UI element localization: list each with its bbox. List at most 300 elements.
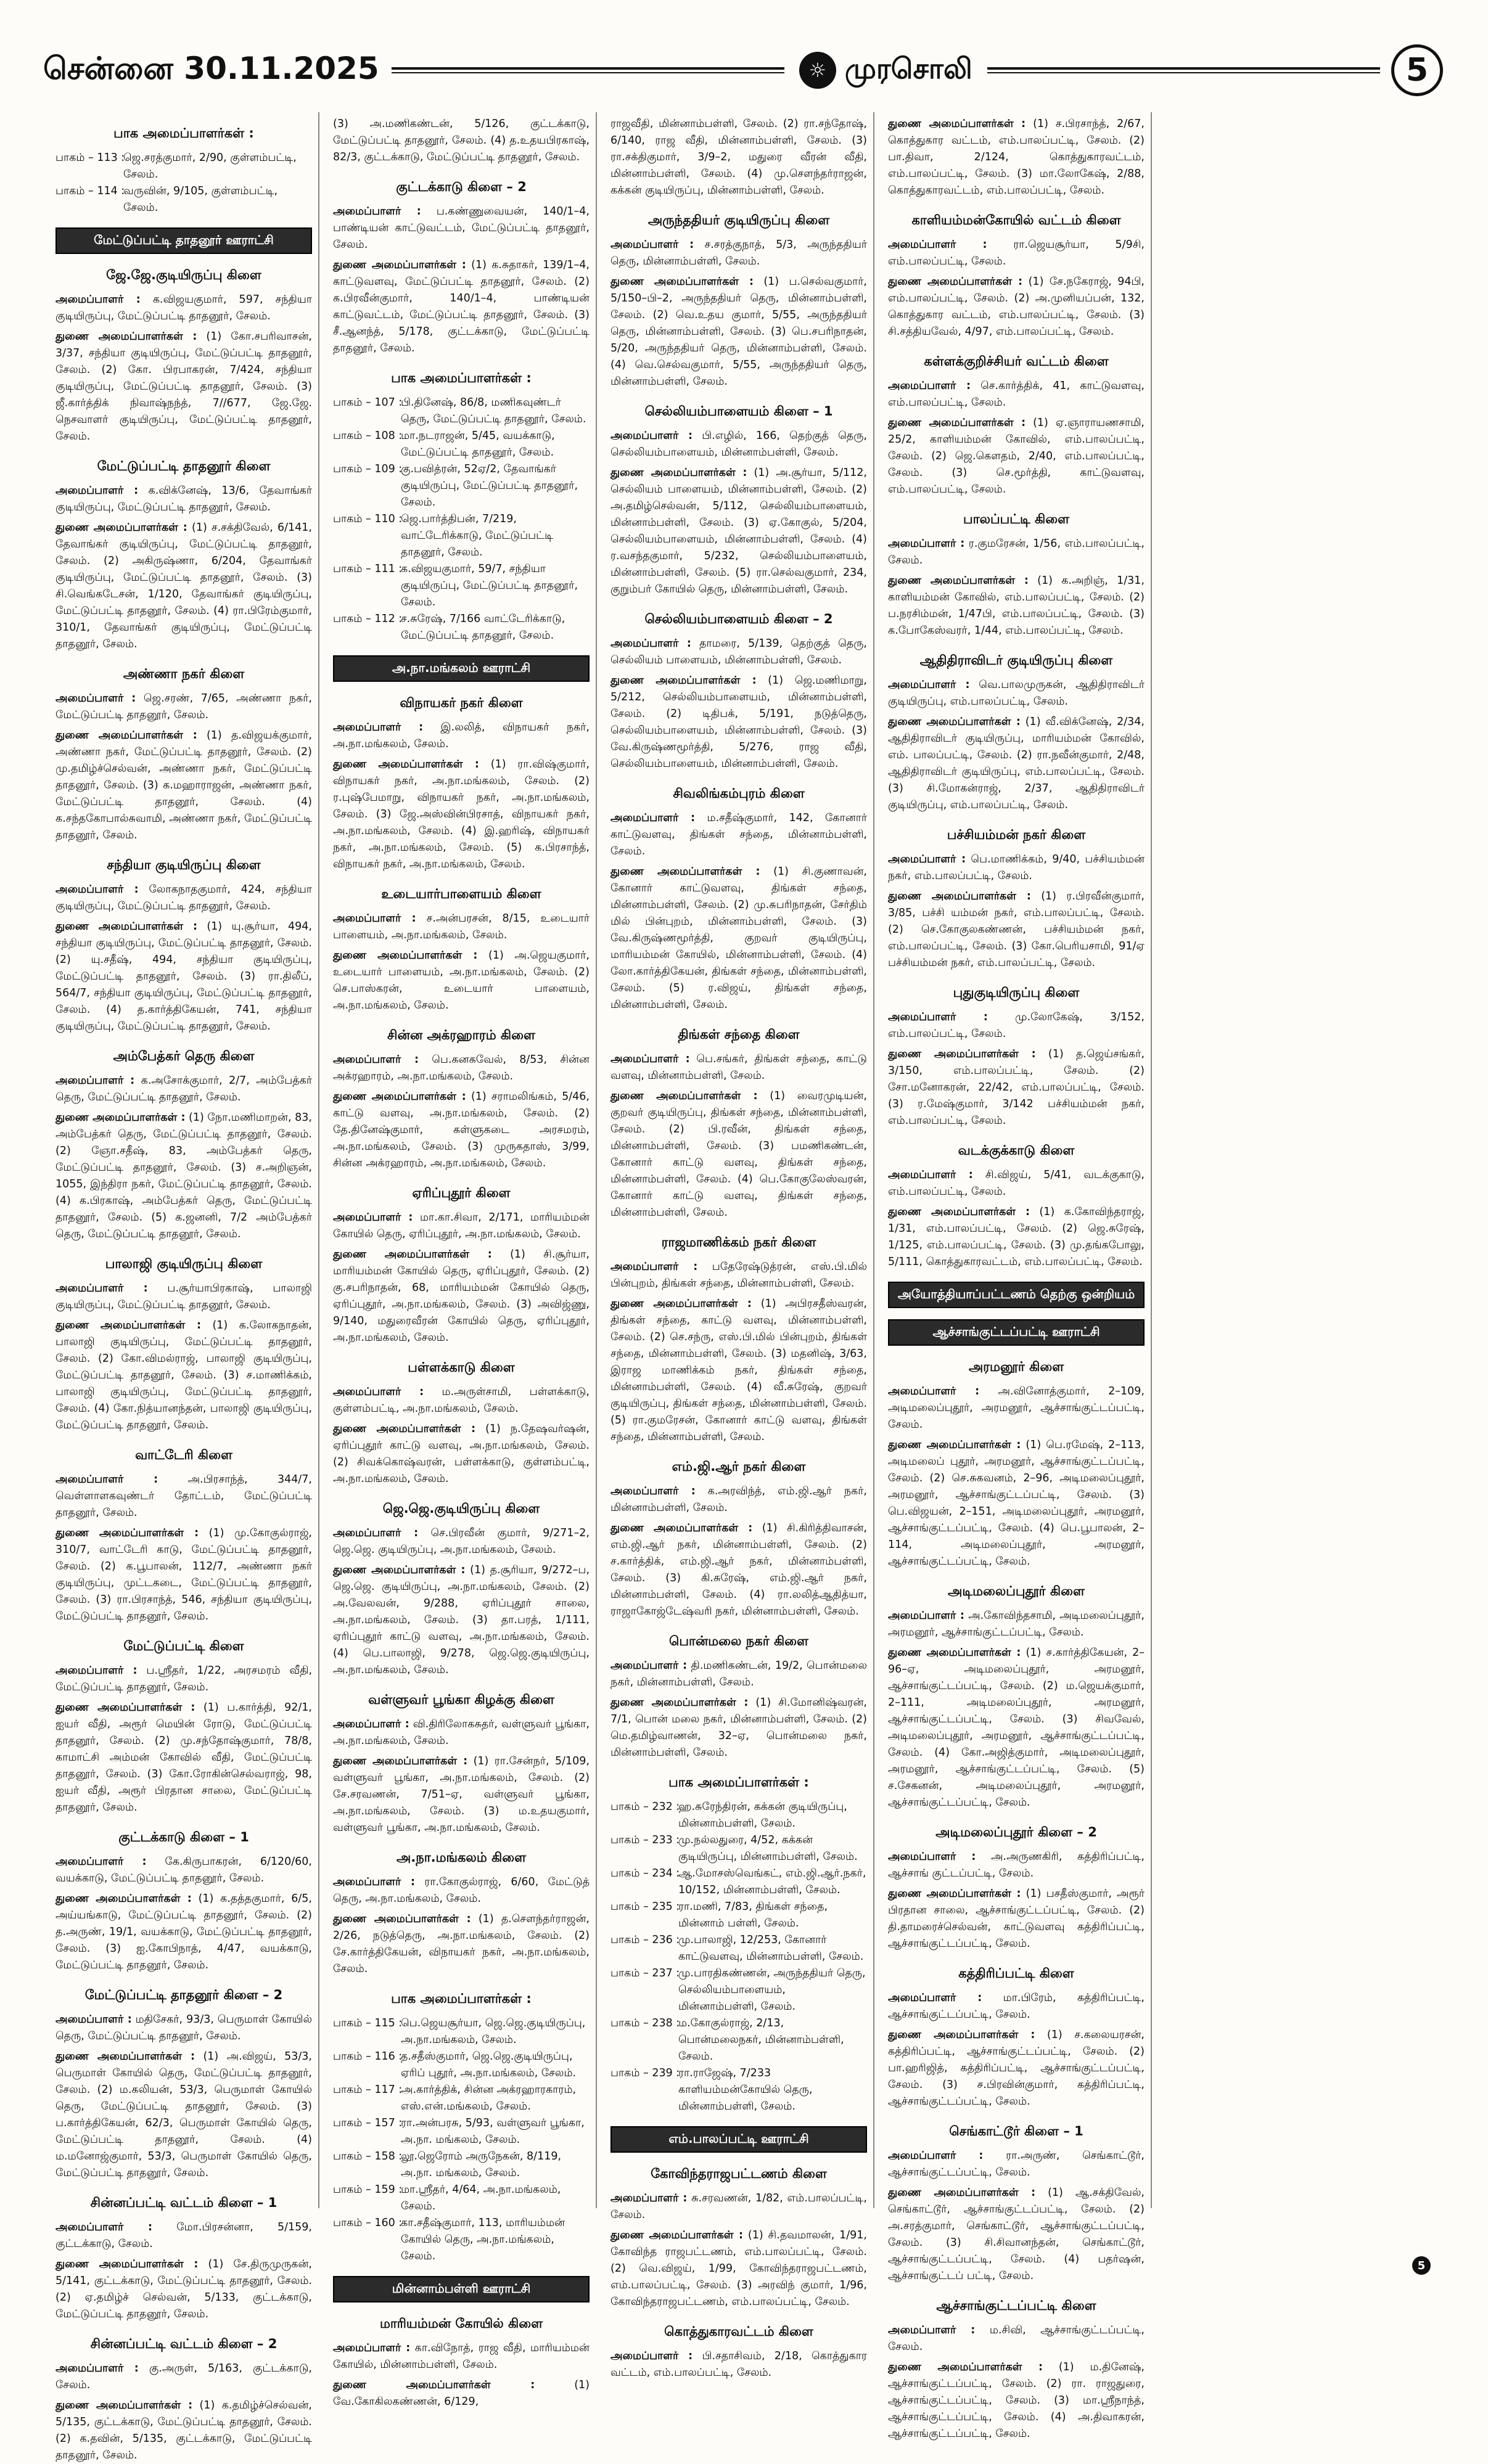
member-entry — [888, 237, 1145, 270]
booth-row — [610, 2015, 867, 2065]
member-entry — [610, 636, 867, 669]
booth-incharge: ச.சுரேஷ், 7/166 வாட்டேரிக்காடு, மேட்டுப்பட்டி தாதனூர், சேலம். — [401, 613, 565, 642]
member-entry — [55, 483, 312, 516]
section-heading: உடையார்பாளையம் கிளை — [381, 886, 541, 901]
role-label: துணை அமைப்பாளர்கள் : — [888, 417, 1026, 429]
section-heading: மாரியம்மன் கோயில் கிளை — [379, 2316, 543, 2331]
member-details: பி.சதாசிவம், 2/18, கொத்துகார வட்டம், எம்.பாலப்பட்டி, சேலம். — [610, 2350, 867, 2379]
member-entry — [888, 2322, 1145, 2356]
booth-number: பாகம் – 234 : — [610, 1867, 680, 1880]
member-entry — [55, 919, 312, 1035]
member-entry — [610, 1695, 867, 1761]
role-label: துணை அமைப்பாளர்கள் : — [888, 1206, 1030, 1218]
role-label: அமைப்பாளர் : — [888, 1169, 973, 1181]
member-details: (1) த.சூரியா, 9/272–ப, ஜெ.ஜெ. குடியிருப்பு, அ.நா.மங்கலம், சேலம். (2) அ.வேலவன், 9/288, ஏரிப்புதூர் சாலை, அ.நா.மங்கலம், சேலம். (3) தா.பரத், 1/111, ஏரிப்புதூர் காட்டு வளவு, அ.நா.மங்கலம், சேலம். (4) பெ.பாலாஜி, 9/278, ஜெ.ஜெ.குடியிருப்பு, அ.நா.மங்கலம், சேலம். — [333, 1564, 590, 1676]
section-heading: காளியம்மன்கோயில் வட்டம் கிளை — [911, 213, 1121, 227]
role-label: துணை அமைப்பாளர்கள் : — [55, 1111, 186, 1124]
booth-incharge: கு.பவித்ரன், 52ஏ/2, தேவாங்கர் குடியிருப்பு, மேட்டுப்பட்டி தாதனூர், சேலம். — [401, 463, 578, 509]
member-entry — [333, 1421, 590, 1488]
member-entry — [55, 1110, 312, 1243]
booth-row — [333, 561, 590, 611]
booth-incharge: பெ.ஜெயசூர்யா, ஜெ.ஜெ.குடியிருப்பு, அ.நா.மங்கலம், சேலம். — [401, 2017, 586, 2046]
member-entry — [610, 864, 867, 1013]
member-details: (1) ஆ.சக்திவேல், செங்காட்டூர், ஆச்சாங்குட்டப்பட்டி, சேலம். (2) அ.சரத்குமார், செங்காட்டூர், ஆச்சாங்குட்டப்பட்டி, சேலம். (3) சி.சிவானந்தன், செங்காட்டூர், ஆச்சாங்குட்டப்பட்டி, சேலம். (4) பதர்ஷன், ஆச்சாங்குட்டப் பட்டி, சேலம். — [888, 2187, 1145, 2282]
member-entry — [888, 2148, 1145, 2181]
member-details: கே.கிருபாகரன், 6/120/60, வயக்காடு, மேட்டுப்பட்டி தாதனூர், சேலம். — [55, 1856, 312, 1885]
member-details: பெ.சங்கர், திங்கள் சந்தை, காட்டு வளவு, மின்னாம்பள்ளி, சேலம். — [610, 1053, 867, 1082]
role-label: துணை அமைப்பாளர்கள் : — [55, 330, 197, 343]
member-entry — [888, 2185, 1145, 2285]
member-details: செ.பிரவீன் குமார், 9/271–2, ஜெ.ஜெ. குடியிருப்பு, அ.நா.மங்கலம், சேலம். — [333, 1527, 590, 1556]
booth-incharge: ஆ.மோசஸ்வெங்கட், எம்.ஜி.ஆர்.நகர், 10/152, மின்னாம்பள்ளி, சேலம். — [678, 1867, 866, 1896]
member-entry — [610, 116, 867, 199]
section-heading: கள்ளக்குறிச்சியர் வட்டம் கிளை — [924, 354, 1109, 369]
booth-incharge: க.விஜயகுமார், 59/7, சந்தியா குடியிருப்பு, மேட்டுப்பட்டி தாதனூர், சேலம். — [401, 563, 578, 608]
member-details: பி.எழில், 166, தெற்குத் தெரு, செல்லியம்பாளையம், மின்னாம்பள்ளி, சேலம். — [610, 430, 867, 459]
role-label: துணை அமைப்பாளர்கள் : — [55, 1527, 199, 1539]
role-label: அமைப்பாளர் : — [55, 2362, 139, 2375]
role-label: துணை அமைப்பாளர்கள் : — [610, 1298, 752, 1310]
role-label: அமைப்பாளர் : — [55, 1074, 135, 1087]
member-entry — [333, 1384, 590, 1417]
member-details: தி.மணிகண்டன், 19/2, பொன்மலை நகர், மின்னாம்பள்ளி, சேலம். — [610, 1660, 867, 1688]
section-heading: பச்சியம்மன் நகர் கிளை — [947, 827, 1086, 842]
member-details: (1) பெ.ரமேஷ், 2–113, அடிமலைப் புதூர், அரமனூர், ஆச்சாங்குட்டப்பட்டி, சேலம். (2) செ.சுகவனம், 2–96, அடிமலைப்புதூர், அரமனூர், ஆச்சாங்குட்டப்பட்டி, சேலம். (3) பெ.விஜயன், 2–151, அடிமலைப்புதூர், அரமனூர், ஆச்சாங்குட்டப்பட்டி, சேலம். (4) பெ.பூபாலன், 2–114, அடிமலைப்புதூர், அரமனூர், ஆச்சாங்குட்டப்பட்டி, சேலம். — [888, 1439, 1145, 1568]
role-label: அமைப்பாளர் : — [55, 485, 139, 497]
booth-incharge: மு.பாலாஜி, 12/253, கோனார் காட்டுவளவு, மின்னாம்பள்ளி, சேலம். — [678, 1934, 864, 1963]
role-label: அமைப்பாளர் : — [333, 2342, 411, 2354]
panchayat-banner: அ.நா.மங்கலம் ஊராட்சி — [333, 655, 590, 682]
role-label: துணை அமைப்பாளர்கள் : — [333, 949, 478, 962]
member-details: வெ.பாலமுருகன், ஆதிதிராவிடர் குடியிருப்பு, எம்.பாலப்பட்டி, சேலம். — [888, 679, 1145, 708]
booth-row — [610, 1965, 867, 2015]
member-entry — [888, 888, 1145, 972]
role-label: துணை அமைப்பாளர்கள் : — [55, 920, 197, 933]
section-heading: சிவலிங்கம்புரம் கிளை — [673, 786, 805, 801]
booth-row — [55, 183, 312, 216]
member-details: (1) நோ.மணிமாறன், 83, அம்பேத்கர் தெரு, மேட்டுப்பட்டி தாதனூர், சேலம். (2) ஞோ.சதீஷ், 83, அம்பேத்கர் தெரு, மேட்டுப்பட்டி தாதனூர், சேலம். (3) ச.அறிஞன், 1055, இந்திரா நகர், மேட்டுப்பட்டி தாதனூர், சேலம். (4) க.பிரகாஷ், அம்பேத்கர் தெரு, மேட்டுப்பட்டி தாதனூர், சேலம். (5) க.ஜனனி, 7/2 அம்பேத்கர் தெரு, மேட்டுப்பட்டி தாதனூர், சேலம். — [55, 1111, 312, 1240]
panchayat-banner: மின்னாம்பள்ளி ஊராட்சி — [333, 2276, 590, 2302]
booth-row — [333, 2115, 590, 2148]
member-details: (1) ப.கார்த்தி, 92/1, ஐயர் வீதி, அரூர் மெயின் ரோடு, மேட்டுப்பட்டி தாதனூர், சேலம். (2) மு.சந்தோஷ்குமார், 78/8, காமாட்சி அம்மன் கோவில் வீதி, மேட்டுப்பட்டி தாதனூர், சேலம். (3) கோ.ரோகின்செல்வராஜ், 98, ஐயர் வீதி, அரூர் பிரதான சாலை, மேட்டுப்பட்டி தாதனூர், சேலம். — [55, 1701, 312, 1814]
member-entry — [610, 465, 867, 598]
role-label: துணை அமைப்பாளர்கள் : — [55, 2399, 193, 2412]
booth-row — [333, 461, 590, 511]
member-entry — [888, 1990, 1145, 2023]
member-entry — [888, 378, 1145, 411]
section-heading: ஜே.ஜே.குடியிருப்பு கிளை — [106, 268, 261, 282]
section-heading: மேட்டுப்பட்டி தாதனூர் கிளை — [97, 459, 271, 473]
member-details: (1) சே.திருமுருகன், 5/141, குட்டக்காடு, மேட்டுப்பட்டி தாதனூர், சேலம். (2) ஏ.தமிழ்ச் செல்வன், 5/133, குட்டக்காடு, மேட்டுப்பட்டி தாதனூர், சேலம். — [55, 2258, 312, 2320]
member-details: (1) சே.நகேராஜ், 94பி, எம்.பாலப்பட்டி, சேலம். (2) அ.முனியப்பன், 132, கொத்துகார வட்டம், எம்.பாலப்பட்டி, சேலம். (3) சி.சத்தியவேல், 4/97, எம்.பாலப்பட்டி, சேலம். — [888, 276, 1145, 338]
member-details: (1) ரா.சேன்நர், 5/109, வள்ளுவர் பூங்கா, அ.நா.மங்கலம், சேலம். (2) சே.சரவணன், 7/51–ஏ, வள்ளுவர் பூங்கா, அ.நா.மங்கலம், சேலம். (3) ம.உதயகுமார், வள்ளுவர் பூங்கா, அ.நா.மங்கலம், சேலம். — [333, 1755, 590, 1834]
member-entry — [55, 1891, 312, 1974]
member-details: (1) மு.கோகுல்ராஜ், 310/7, வாட்டேரி காடு, மேட்டுப்பட்டி தாதனூர், சேலம். (2) க.பூபாலன், 112/7, அண்ணா நகர் குடியிருப்பு, முட்டகடை, மேட்டுப்பட்டி தாதனூர், சேலம். (3) ரா.பிரசாந்த், 546, சந்தியா குடியிருப்பு, மேட்டுப்பட்டி தாதனூர், சேலம். — [55, 1527, 312, 1623]
member-entry — [55, 2049, 312, 2182]
role-label: அமைப்பாளர் : — [888, 1011, 988, 1023]
booth-row — [55, 150, 312, 183]
booth-incharge: மு.நல்லதுரை, 4/52, கக்கன் குடியிருப்பு, மின்னாம்பள்ளி, சேலம். — [678, 1834, 858, 1863]
member-details: (1) ஏ.ஞாராயணசாமி, 25/2, காளியம்மன் கோவில், எம்.பாலப்பட்டி, சேலம். (2) ஜெ.கௌதம், 2/40, எம்.பாலப்பட்டி, சேலம். (3) செ.மூர்த்தி, காட்டுவளவு, எம்.பாலப்பட்டி, சேலம். — [888, 417, 1145, 496]
member-details: (1) அ.ஜெயகுமார், உடையார் பாளையம், அ.நா.மங்கலம், சேலம். (2) செ.பாஸ்கரன், உடையார் பாளையம், அ.நா.மங்கலம், சேலம். — [333, 949, 590, 1012]
booth-row — [333, 611, 590, 644]
role-label: அமைப்பாளர் : — [888, 853, 966, 866]
role-label: துணை அமைப்பாளர்கள் : — [888, 1048, 1036, 1060]
member-entry — [610, 2190, 867, 2224]
member-details: (1) சி.தவமாலன், 1/91, கோவிந்த ராஜபட்டணம், எம்.பாலப்பட்டி, சேலம். (2) வெ.விஜய், 1/99, கோவிந்தராஜபட்டணம், எம்.பாலப்பட்டி, சேலம். (3) அரவிந் குமார், 1/96, கோவிந்தராஜபட்டணம், எம்.பாலப்பட்டி, சேலம். — [610, 2229, 867, 2308]
member-details: (1) ச.சக்திவேல், 6/141, தேவாங்கர் குடியிருப்பு, மேட்டுப்பட்டி தாதனூர், சேலம். (2) அகிருஷ்ணா, 6/204, தேவாங்கர் குடியிருப்பு, மேட்டுப்பட்டி தாதனூர், சேலம். (3) சி.வெங்கடேசன், 1/120, தேவாங்கர் குடியிருப்பு, மேட்டுப்பட்டி தாதனூர், சேலம். (4) ரா.பிரேம்குமார், 310/1, தேவாங்கர் குடியிருப்பு, மேட்டுப்பட்டி தாதனூர், சேலம். — [55, 522, 312, 650]
section-heading: பாக அமைப்பாளர்கள் : — [113, 126, 254, 141]
member-details: (1) அ.விஜய், 53/3, பெருமாள் கோயில் தெரு, மேட்டுப்பட்டி தாதனூர், சேலம். (2) ம.கலியன், 53/3, பெருமாள் கோயில் தெரு, மேட்டுப்பட்டி தாதனூர், சேலம். (3) ப.கார்த்திகேயன், 62/3, பெருமாள் கோயில் தெரு, மேட்டுப்பட்டி தாதனூர், சேலம். (4) ம.மனோஜ்குமார், 53/3, பெருமாள் கோயில் தெரு, மேட்டுப்பட்டி தாதனூர், சேலம். — [55, 2050, 312, 2179]
role-label: அமைப்பாளர் : — [333, 721, 424, 734]
member-entry — [333, 1525, 590, 1558]
page-number-badge: 5 — [1391, 44, 1443, 96]
role-label: அமைப்பாளர் : — [888, 538, 965, 550]
section-heading: பாலாஜி குடியிருப்பு கிளை — [105, 1256, 263, 1271]
role-label: துணை அமைப்பாளர்கள் : — [333, 1423, 476, 1435]
role-label: அமைப்பாளர் : — [610, 1660, 688, 1672]
member-details: ஜெ.சரண், 7/65, அண்ணா நகர், மேட்டுப்பட்டி தாதனூர், சேலம். — [55, 692, 312, 721]
member-entry — [333, 1209, 590, 1243]
member-entry — [610, 274, 867, 390]
member-entry — [888, 116, 1145, 199]
member-entry — [55, 1700, 312, 1816]
member-entry — [888, 1046, 1145, 1129]
member-entry — [888, 2027, 1145, 2110]
member-details: ம.சிவி, ஆச்சாங்குட்டப்பட்டி, சேலம். — [888, 2324, 1145, 2353]
role-label: துணை அமைப்பாளர்கள் : — [610, 1090, 758, 1102]
role-label: அமைப்பாளர் : — [610, 239, 694, 251]
member-entry — [55, 2219, 312, 2253]
column-2 — [333, 112, 597, 2408]
role-label: அமைப்பாளர் : — [333, 912, 416, 925]
section-heading: செல்லியம்பாளையம் கிளை – 1 — [644, 404, 833, 419]
role-label: துணை அமைப்பாளர்கள் : — [55, 729, 197, 742]
logo-text: முரசொலி — [844, 51, 972, 85]
role-label: துணை அமைப்பாளர்கள் : — [888, 118, 1026, 130]
member-details: ராஜவீதி, மின்னாம்பள்ளி, சேலம். (2) ரா.சந்தோஷ், 6/140, ராஜ வீதி, மின்னாம்பள்ளி, சேலம். (3) ரா.சக்திகுமார், 3/9–2, மதுரை வீரன் வீதி, மின்னாம்பள்ளி, சேலம். (4) மு.செளந்தர்ராஜன், கக்கன் குடியிருப்பு, மின்னாம்பள்ளி, சேலம். — [610, 118, 867, 197]
member-details: (1) ச.கார்த்திகேயன், 2–96–ஏ, அடிமலைப்புதூர், அரமனூர், ஆச்சாங்குட்டப்பட்டி, சேலம். (2) ம.ஜெயக்குமார், 2–111, அடிமலைப்புதூர், அரமனூர், ஆச்சாங்குட்டப்பட்டி, சேலம். (3) சிவவேல், அடிமலைப்புதூர், அரமனூர், ஆச்சாங்குட்டப்பட்டி, சேலம். (4) கோ.அஜித்குமார், அடிமலைப்புதூர், அரமனூர், ஆச்சாங்குட்டப்பட்டி, சேலம். (5) ச.சேகனன், அடிமலைப்புதூர், அரமனூர், ஆச்சாங்குட்டப்பட்டி, சேலம். — [888, 1647, 1145, 1809]
member-details: ம.அருள்சாமி, பள்ளக்காடு, குள்ளம்பட்டி, அ.நா.மங்கலம், சேலம். — [333, 1386, 590, 1415]
masthead-rule-right — [987, 67, 1380, 73]
role-label: அமைப்பாளர் : — [888, 2150, 984, 2162]
member-details: (3) அ.மணிகண்டன், 5/126, குட்டக்காடு, மேட்டுப்பட்டி தாதனூர், சேலம். (4) த.உதயபிரகாஷ், 82/3, குட்டக்காடு, மேட்டுப்பட்டி தாதனூர், சேலம். — [333, 118, 590, 163]
role-label: துணை அமைப்பாளர்கள் : — [55, 1319, 202, 1332]
section-heading: அரமனூர் கிளை — [968, 1359, 1064, 1374]
section-heading: குட்டக்காடு கிளை – 1 — [118, 1830, 249, 1844]
member-details: (1) வைரமுடியன், குறவர் குடியிருப்பு, திங்கள் சந்தை, மின்னாம்பள்ளி, சேலம். (2) பி.ரவீன், திங்கள் சந்தை, மின்னாம்பள்ளி, சேலம். (3) பமணிகண்டன், கோனார் காட்டு வளவு, திங்கள் சந்தை, மின்னாம்பள்ளி, சேலம். (4) பெ.கோகுலேஸ்வரன், கோனார் காட்டு வளவு, திங்கள் சந்தை, மின்னாம்பள்ளி, சேலம். — [610, 1090, 867, 1219]
member-entry — [55, 2397, 312, 2464]
member-entry — [55, 2012, 312, 2045]
role-label: அமைப்பாளர் : — [55, 692, 136, 705]
member-details: க.அரவிந்த், எம்.ஜி.ஆர் நகர், மின்னாம்பள்ளி, சேலம். — [610, 1485, 867, 1514]
section-heading: பொன்மலை நகர் கிளை — [668, 1634, 809, 1648]
role-label: அமைப்பாளர் : — [888, 239, 987, 251]
role-label: துணை அமைப்பாளர்கள் : — [610, 1697, 749, 1709]
member-entry — [55, 520, 312, 653]
role-label: துணை அமைப்பாளர்கள் : — [610, 467, 747, 479]
booth-list — [333, 395, 590, 644]
role-label: அமைப்பாளர் : — [888, 2324, 976, 2336]
member-entry — [888, 1849, 1145, 1882]
member-entry — [888, 1204, 1145, 1271]
member-entry — [333, 756, 590, 873]
role-label: துணை அமைப்பாளர்கள் : — [333, 1755, 468, 1767]
role-label: அமைப்பாளர் : — [55, 1856, 147, 1868]
member-entry — [888, 714, 1145, 814]
role-label: துணை அமைப்பாளர்கள் : — [888, 716, 1021, 728]
section-heading: அருந்ததியர் குடியிருப்பு கிளை — [647, 213, 830, 227]
booth-number: பாகம் – 116 : — [333, 2050, 403, 2063]
booth-number: பாகம் – 157 : — [333, 2117, 403, 2129]
member-details: (1) சி.சூர்யா, மாரியம்மன் கோயில் தெரு, ஏரிப்புதூர், சேலம். (2) கு.சபரிநாதன், 68, மாரியம்மன் கோயில் தெரு, ஏரிப்புதூர், அ.நா.மங்கலம், சேலம். (3) அவிஜ்ணு, 9/140, மதுரைவீரன் கோயில் தெரு, ஏரிப்புதூர், அ.நா.மங்கலம், சேலம். — [333, 1248, 590, 1344]
role-label: அமைப்பாளர் : — [888, 380, 971, 392]
member-details: (1) அபிரசதீஸ்வரன், திங்கள் சந்தை, காட்டு வளவு, மின்னாம்பள்ளி, சேலம். (2) செ.சந்ரு, எஸ்.பி.மில் பின்புறம், திங்கள் சந்தை, மின்னாம்பள்ளி, சேலம். (3) மதனிஷ், 3/63, இராஜ மாணிக்கம் நகர், திங்கள் சந்தை, மின்னாம்பள்ளி, சேலம். (4) வீ.சுரேஷ், குறவர் குடியிருப்பு, திங்கள் சந்தை, மின்னாம்பள்ளி, சேலம். (5) ரா.குமரேசன், கோனார் காட்டு வளவு, திங்கள் சந்தை, மின்னாம்பள்ளி, சேலம். — [610, 1298, 867, 1443]
member-details: இ.லலித், விநாயகர் நகர், அ.நா.மங்கலம், சேலம். — [333, 721, 590, 750]
member-entry — [610, 1520, 867, 1620]
member-details: வி.திரிலோகசுதர், வள்ளுவர் பூங்கா, அ.நா.மங்கலம், சேலம். — [333, 1718, 590, 1747]
member-entry — [55, 690, 312, 724]
role-label: துணை அமைப்பாளர்கள் : — [55, 1893, 192, 1905]
member-details: க.அசோக்குமார், 2/7, அம்பேத்கர் தெரு, மேட்டுப்பட்டி தாதனூர், சேலம். — [55, 1074, 312, 1103]
panchayat-banner: அயோத்தியாப்பட்டணம் தெற்கு ஒன்றியம் — [888, 1282, 1145, 1308]
booth-row — [333, 2148, 590, 2182]
role-label: துணை அமைப்பாளர்கள் : — [333, 1913, 471, 1925]
role-label: அமைப்பாளர் : — [333, 1386, 424, 1398]
panchayat-banner: எம்.பாலப்பட்டி ஊராட்சி — [610, 2126, 867, 2153]
booth-number: பாகம் – 239 : — [610, 2067, 680, 2079]
member-details: (1) ர.பிரவீன்குமார், 3/85, பச்சி யம்மன் நகர், எம்.பாலப்பட்டி, சேலம். (2) செ.கோகுலகண்ணன், பச்சியம்மன் நகர், எம்.பாலப்பட்டி, சேலம். (3) கோ.பெரியசாமி, 91/ஏ பச்சியம்மன் நகர், எம்.பாலப்பட்டி, சேலம். — [888, 890, 1145, 969]
member-entry — [55, 2256, 312, 2323]
member-details: ப.கண்ணுவையன், 140/1–4, பாண்டியன் காட்டுவட்டம், மேட்டுப்பட்டி தாதனூர், சேலம். — [333, 205, 590, 251]
member-entry — [888, 851, 1145, 885]
member-details: பெ.கனகவேல், 8/53, சின்ன அக்ரஹாரம், அ.நா.மங்கலம், சேலம். — [333, 1054, 590, 1083]
role-label: அமைப்பாளர் : — [610, 812, 696, 824]
member-entry — [333, 719, 590, 753]
section-heading: ஆச்சாங்குட்டப்பட்டி கிளை — [936, 2298, 1096, 2313]
section-heading: பாலப்பட்டி கிளை — [963, 512, 1070, 526]
member-details: மு.லோகேஷ், 3/152, எம்.பாலப்பட்டி, சேலம். — [888, 1011, 1145, 1040]
booth-number: பாகம் – 111 : — [333, 563, 403, 575]
member-details: ச.சரத்குநாத், 5/3, அருந்ததியர் தெரு, மின்னாம்பள்ளி, சேலம். — [610, 239, 867, 268]
member-entry — [610, 428, 867, 461]
member-details: (1) பசதீஸ்குமார், அரூர் பிரதான சாலை, ஆச்சாங்குட்டப்பட்டி, சேலம். (2) தி.தாமரைச்செல்வன், காட்டுவளவு கத்திரிப்பட்டி, ஆச்சாங்குட்டப்பட்டி, சேலம். — [888, 1888, 1145, 1950]
section-heading: ஆதிதிராவிடர் குடியிருப்பு கிளை — [919, 653, 1113, 668]
booth-row — [610, 1832, 867, 1865]
member-entry — [333, 116, 590, 166]
role-label: அமைப்பாளர் : — [333, 1527, 419, 1539]
booth-row — [333, 2015, 590, 2049]
member-entry — [333, 1246, 590, 1346]
member-details: (1) சி.மோனிஷ்வரன், 7/1, பொன் மலை நகர், மின்னாம்பள்ளி, சேலம். (2) மெ.தமிழ்வாணன், 32–ஏ, பொன்மலை நகர், மின்னாம்பள்ளி, சேலம். — [610, 1697, 867, 1759]
member-details: (1) க.சுதாகர், 139/1–4, காட்டுவளவு, மேட்டுப்பட்டி தாதனூர், சேலம். (2) க.பிரவீன்குமார், 140/1–4, பாண்டியன் காட்டுவட்டம், மேட்டுப்பட்டி தாதனூர், சேலம். (3) சீ.ஆனந்த், 5/178, குட்டக்காடு, மேட்டுப்பட்டி தாதனூர், சேலம். — [333, 259, 590, 354]
booth-number: பாகம் – 236 : — [610, 1934, 680, 1946]
role-label: அமைப்பாளர் : — [333, 1718, 409, 1730]
member-entry — [55, 292, 312, 325]
role-label: துணை அமைப்பாளர்கள் : — [610, 674, 757, 687]
section-heading: செங்காட்டூர் கிளை – 1 — [949, 2124, 1083, 2139]
booth-number: பாகம் – 108 : — [333, 430, 403, 442]
panchayat-banner: ஆச்சாங்குட்டப்பட்டி ஊராட்சி — [888, 1319, 1145, 1346]
section-heading: விநாயகர் நகர் கிளை — [400, 695, 523, 710]
member-details: அ.பிரசாந்த், 344/7, வெள்ளாளகவுண்டர் தோட்டம், மேட்டுப்பட்டி தாதனூர், சேலம். — [55, 1473, 312, 1519]
booth-incharge: லூ.ஜெரோம் அருநேகன், 8/119, அ.நா. மங்கலம், சேலம். — [401, 2150, 562, 2179]
role-label: அமைப்பாளர் : — [55, 2221, 152, 2233]
booth-list — [55, 150, 312, 216]
section-heading: வடக்குக்காடு கிளை — [958, 1143, 1075, 1158]
role-label: துணை அமைப்பாளர்கள் : — [888, 890, 1031, 903]
booth-number: பாகம் – 235 : — [610, 1901, 680, 1913]
section-heading: சின்னப்பட்டி வட்டம் கிளை – 2 — [90, 2336, 277, 2351]
booth-row — [333, 2182, 590, 2215]
member-details: (1) க.கோவிந்தராஜ், 1/31, எம்.பாலப்பட்டி, சேலம். (2) ஜெ.சுரேஷ், 1/125, எம்.பாலப்பட்டி, சேலம். (3) மு.தங்கபோலு, 5/111, கொத்துகாரவட்டம், எம்.பாலப்பட்டி, சேலம். — [888, 1206, 1145, 1268]
role-label: அமைப்பாளர் : — [888, 1851, 976, 1863]
member-entry — [888, 1009, 1145, 1042]
member-entry — [610, 1088, 867, 1221]
role-label: துணை அமைப்பாளர்கள் : — [888, 1647, 1021, 1659]
member-details: ரா.கோகுல்ராஜ், 6/60, மேட்டுத் தெரு, அ.நா.மங்கலம், சேலம். — [333, 1876, 590, 1905]
role-label: அமைப்பாளர் : — [888, 1992, 982, 2004]
member-entry — [888, 1645, 1145, 1811]
booth-number: பாகம் – 158 : — [333, 2150, 403, 2163]
booth-row — [333, 395, 590, 428]
booth-row — [333, 2215, 590, 2265]
role-label: அமைப்பாளர் : — [55, 293, 141, 306]
role-label: துணை அமைப்பாளர்கள் : — [610, 866, 760, 878]
booth-incharge: கா.சதீஷ்குமார், 113, மாரியம்மன் கோயில் தெரு, அ.நா.மங்கலம், சேலம். — [401, 2217, 565, 2262]
member-details: கா.விநோத், ராஜ வீதி, மாரியம்மன் கோயில், மின்னாம்பள்ளி, சேலம். — [333, 2342, 590, 2371]
masthead-rule-left — [392, 67, 784, 73]
member-details: (1) க.லோகநாதன், பாலாஜி குடியிருப்பு, மேட்டுப்பட்டி தாதனூர், சேலம். (2) கோ.விமல்ராஜ், பாலாஜி குடியிருப்பு, மேட்டுப்பட்டி தாதனூர், சேலம். (3) ச.மாணிக்கம், பாலாஜி குடியிருப்பு, மேட்டுப்பட்டி தாதனூர், சேலம். (4) கோ.நித்யானந்தன், பாலாஜி குடியிருப்பு, மேட்டுப்பட்டி தாதனூர், சேலம். — [55, 1319, 312, 1431]
role-label: துணை அமைப்பாளர்கள் : — [610, 276, 754, 288]
member-details: ம.சதீஷ்குமார், 142, கோனார் காட்டுவளவு, திங்கள் சந்தை, மின்னாம்பள்ளி, சேலம். — [610, 812, 867, 857]
booth-row — [333, 2049, 590, 2082]
member-entry — [888, 1886, 1145, 1952]
member-details: (1) அ.சூர்யா, 5/112, செல்லியம் பாளையம், மின்னாம்பள்ளி, சேலம். (2) அ.தமிழ்செல்வன், 5/112, செல்லியம்பாளையம், மின்னாம்பள்ளி, சேலம். (3) ஏ.கோகுல், 5/204, செல்லியம்பாளையம், மின்னாம்பள்ளி, சேலம். (4) ர.வசந்தகுமார், 5/232, செல்லியம்பாளையம், மின்னாம்பள்ளி, சேலம். (5) ரா.செல்வகுமார், 234, குறும்பர் கோயில் தெரு, மின்னாம்பள்ளி, சேலம். — [610, 467, 867, 596]
member-entry — [55, 882, 312, 915]
role-label: அமைப்பாளர் : — [610, 1053, 690, 1065]
role-label: துணை அமைப்பாளர்கள் : — [55, 1701, 195, 1714]
section-heading: கத்திரிப்பட்டி கிளை — [958, 1966, 1074, 1981]
booth-number: பாகம் – 113 : — [55, 152, 125, 164]
member-entry — [333, 1753, 590, 1836]
member-entry — [333, 911, 590, 944]
booth-incharge: வருவின், 9/105, குள்ளம்பட்டி, சேலம். — [123, 185, 278, 214]
member-details: (1) ப.செல்வகுமார், 5/150–பி–2, அருந்ததியர் தெரு, மின்னாம்பள்ளி, சேலம். (2) வெ.உதய குமார், 5/55, அருந்ததியர் தெரு, மின்னாம்பள்ளி, சேலம். (3) பெ.சபரிநாதன், 5/20, அருந்ததியர் தெரு, மின்னாம்பள்ளி, சேலம். (4) வெ.செல்வகுமார், 5/55, அருந்ததியர் தெரு, மின்னாம்பள்ளி, சேலம். — [610, 276, 867, 388]
booth-row — [610, 1865, 867, 1899]
section-heading: வள்ளுவர் பூங்கா கிழக்கு கிளை — [368, 1692, 554, 1707]
section-heading: அண்ணா நகர் கிளை — [123, 666, 245, 681]
section-heading: பாக அமைப்பாளர்கள் : — [391, 1991, 532, 2006]
member-entry — [610, 2348, 867, 2381]
member-details: க.விக்னேஷ், 13/6, தேவாங்கர் குடியிருப்பு, மேட்டுப்பட்டி தாதனூர், சேலம். — [55, 485, 312, 514]
member-entry — [888, 2359, 1145, 2442]
booth-number: பாகம் – 233 : — [610, 1834, 680, 1846]
member-entry — [888, 274, 1145, 340]
member-details: ப.சூர்யாபிரகாஷ், பாலாஜி குடியிருப்பு, மேட்டுப்பட்டி தாதனூர், சேலம். — [55, 1282, 312, 1311]
section-heading: கோவிந்தராஜபட்டணம் கிளை — [651, 2166, 827, 2181]
member-entry — [888, 1383, 1145, 1433]
booth-number: பாகம் – 114 : — [55, 185, 125, 197]
booth-incharge: ரா.மணி, 7/83, திங்கள் சந்தை, மின்னாம் பள்ளி, சேலம். — [678, 1901, 828, 1930]
column-3 — [610, 112, 874, 2379]
booth-incharge: பி.தினேஷ், 86/8, மணிகவுண்டர் தெரு, மேட்டுப்பட்டி தாதனூர், சேலம். — [401, 396, 586, 425]
booth-number: பாகம் – 112 : — [333, 613, 403, 625]
member-details: (1) த.விஜயக்குமார், அண்ணா நகர், மேட்டுப்பட்டி தாதனூர், சேலம். (2) மு.தமிழ்ச்செல்வன், அண்ணா நகர், மேட்டுப்பட்டி தாதனூர், சேலம். (3) க.மஹாராஜன், அண்ணா நகர், மேட்டுப்பட்டி தாதனூர், சேலம். (4) க.சந்தகோபால்சுவாமி, அண்ணா நகர், மேட்டுப்பட்டி தாதனூர், சேலம். — [55, 729, 312, 841]
role-label: துணை அமைப்பாளர்கள் : — [610, 1522, 753, 1534]
member-details: (1) க.தத்தகுமார், 6/5, அய்யங்காடு, மேட்டுப்பட்டி தாதனூர், சேலம். (2) த.அருண், 19/1, வயக்காடு, மேட்டுப்பட்டி தாதனூர், சேலம். (3) ஐ.கோபிநாத், 4/47, வயக்காடு, மேட்டுப்பட்டி தாதனூர், சேலம். — [55, 1893, 312, 1971]
section-heading: பாக அமைப்பாளர்கள் : — [391, 370, 532, 385]
booth-incharge: மு.பாரதிகண்ணன், அருந்ததியர் தெரு, செல்லியம்பாளையம், மின்னாம்பள்ளி, சேலம். — [678, 1967, 866, 2013]
member-entry — [333, 203, 590, 253]
role-label: அமைப்பாளர் : — [888, 679, 970, 691]
newspaper-logo — [784, 52, 987, 89]
role-label: துணை அமைப்பாளர்கள் : — [333, 259, 466, 271]
member-entry — [888, 1167, 1145, 1200]
role-label: அமைப்பாளர் : — [610, 637, 691, 650]
role-label: துணை அமைப்பாளர்கள் : — [55, 2050, 195, 2063]
member-details: தாமரை, 5/139, தெற்குத் தெரு, செல்லியம் பாளையம், மின்னாம்பள்ளி, சேலம். — [610, 637, 867, 666]
section-heading: எம்.ஜி.ஆர் நகர் கிளை — [672, 1459, 806, 1474]
member-entry — [55, 2360, 312, 2394]
column-5 — [1165, 112, 1429, 2208]
section-heading: அம்பேத்கர் தெரு கிளை — [113, 1049, 255, 1063]
member-details: மா.கா.சிவா, 2/171, மாரியம்மன் கோயில் தெரு, ஏரிப்புதூர், அ.நா.மங்கலம், சேலம். — [333, 1211, 590, 1240]
section-heading: வாட்டேரி கிளை — [135, 1447, 232, 1462]
member-details: சு.சரவணன், 1/82, எம்.பாலப்பட்டி, சேலம். — [610, 2192, 867, 2221]
member-entry — [333, 1052, 590, 1085]
member-entry — [333, 1911, 590, 1978]
booth-number: பாகம் – 238 : — [610, 2017, 680, 2029]
booth-incharge: ஹ.சுரேந்திரன், கக்கன் குடியிருப்பு, மின்னாம்பள்ளி, சேலம். — [678, 1801, 847, 1830]
booth-row — [610, 1899, 867, 1932]
member-details: அ.கோவிந்தசாமி, அடிமலைப்புதூர், அரமனூர், ஆச்சாங்குட்டப்பட்டி, சேலம். — [888, 1610, 1145, 1639]
section-heading: சின்னப்பட்டி வட்டம் கிளை – 1 — [90, 2195, 277, 2210]
role-label: துணை அமைப்பாளர்கள் : — [333, 1564, 466, 1576]
member-entry — [333, 1089, 590, 1172]
rising-sun-icon: ☼ — [799, 52, 836, 89]
member-entry — [55, 1525, 312, 1625]
member-entry — [55, 1317, 312, 1434]
member-details: அ.வினோத்குமார், 2–109, அடிமலைப்புதூர், அரமனூர், ஆச்சாங்குட்டப்பட்டி, சேலம். — [888, 1385, 1145, 1431]
booth-row — [333, 511, 590, 561]
member-details: பதேரேஷ்டுத்ரன், எஸ்.பி.மில் பின்புறம், திங்கள் சந்தை, மின்னாம்பள்ளி, சேலம். — [610, 1261, 867, 1290]
page-date: சென்னை 30.11.2025 — [43, 50, 379, 86]
member-details: (1) யு.சூர்யா, 494, சந்தியா குடியிருப்பு, மேட்டுப்பட்டி தாதனூர், சேலம். (2) யு.சதீஷ், 494, சந்தியா குடியிருப்பு, மேட்டுப்பட்டி தாதனூர், சேலம். (3) ரா.திலீப், 564/7, சந்தியா குடியிருப்பு, மேட்டுப்பட்டி தாதனூர், சேலம். (4) த.கார்த்திகேயன், 741, சந்தியா குடியிருப்பு, மேட்டுப்பட்டி தாதனூர், சேலம். — [55, 920, 312, 1033]
booth-incharge: மா.ஸ்ரீதர், 4/64, அ.நா.மங்கலம், சேலம். — [401, 2184, 561, 2212]
column-1 — [55, 112, 319, 2462]
booth-incharge: அ.கார்த்திக், சின்ன அக்ரஹாரகாரம், எஸ்.என்.மங்கலம், சேலம். — [401, 2084, 577, 2113]
member-details: (1) கோ.சபரிவாசன், 3/37, சந்தியா குடியிருப்பு, மேட்டுப்பட்டி தாதனூர், சேலம். (2) கோ. பிரபாகரன், 7/424, சந்தியா குடியிருப்பு, மேட்டுப்பட்டி தாதனூர், சேலம். (3) ஜீ.கார்த்திக் நிவாஷ்நந்த், 7//677, ஜே.ஜே. நெசவாளர் குடியிருப்பு, மேட்டுப்பட்டி தாதனூர், சேலம். — [55, 330, 312, 443]
member-entry — [333, 948, 590, 1014]
member-details: க.விஜயகுமார், 597, சந்தியா குடியிருப்பு, மேட்டுப்பட்டி தாதனூர், சேலம். — [55, 293, 312, 322]
booth-row — [610, 1799, 867, 1832]
member-details: அ.அருணகிரி, கத்திரிப்பட்டி, ஆச்சாங் குட்டப்பட்டி, சேலம். — [888, 1851, 1145, 1880]
booth-incharge: ஜெ.சரத்குமார், 2/90, குள்ளம்பட்டி, சேலம். — [123, 152, 297, 181]
member-entry — [888, 1608, 1145, 1641]
role-label: அமைப்பாளர் : — [55, 1664, 138, 1677]
member-entry — [888, 415, 1145, 498]
role-label: அமைப்பாளர் : — [55, 1473, 158, 1486]
member-entry — [610, 1483, 867, 1516]
booth-number: பாகம் – 160 : — [333, 2217, 403, 2229]
role-label: அமைப்பாளர் : — [333, 1054, 419, 1066]
booth-list — [610, 1799, 867, 2115]
section-heading: கொத்துகாரவட்டம் கிளை — [664, 2324, 813, 2339]
section-heading: அடிமலைப்புதூர் கிளை – 2 — [935, 1825, 1097, 1840]
member-details: (1) த.ஜெய்சங்கர், 3/150, எம்.பாலப்பட்டி, சேலம். (2) சோ.மனோகரன், 22/42, எம்.பாலப்பட்டி, சேலம். (3) ர.மேஷ்குமார், 3/142 பச்சியம்மன் நகர், எம்.பாலப்பட்டி, சேலம். — [888, 1048, 1145, 1127]
member-details: ரா.அருண், செங்காட்டூர், ஆச்சாங்குட்டப்பட்டி, சேலம். — [888, 2150, 1145, 2179]
